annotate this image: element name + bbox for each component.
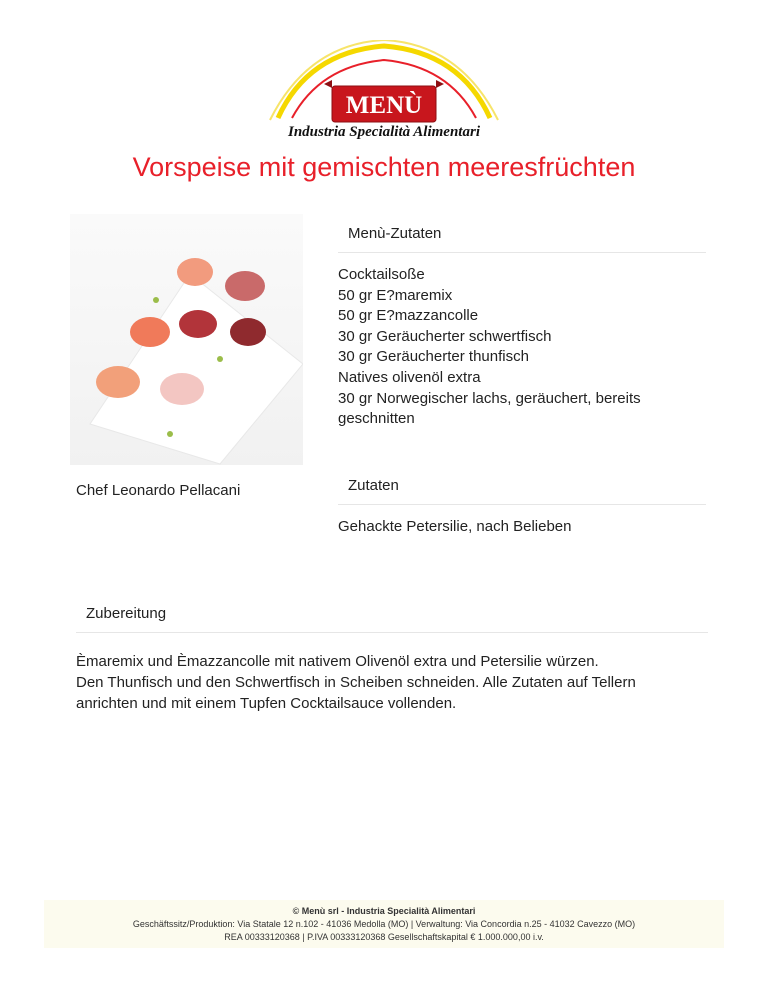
preparation-heading: Zubereitung [76, 605, 708, 633]
list-item: 50 gr E?mazzancolle [338, 307, 479, 325]
list-item: Gehackte Petersilie, nach Belieben [338, 518, 572, 535]
preparation-paragraph: Den Thunfisch und den Schwertfisch in Scheiben schneiden. Alle Zutaten auf Tellern anrichten und mit einem Tupfen Cocktailsauce vollenden. [76, 674, 636, 712]
list-item: Natives olivenöl extra [338, 368, 481, 386]
preparation-text [76, 651, 696, 714]
dish-photo [70, 214, 303, 465]
ingredients-list [338, 517, 678, 538]
menu-ingredients-heading: Menù-Zutaten [338, 225, 706, 253]
list-item: 50 gr E?maremix [338, 286, 453, 304]
logo-text: MENÙ [345, 92, 423, 119]
company-tagline: Industria Specialità Alimentari [288, 124, 480, 140]
page-title: Vorspeise mit gemischten meeresfrüchten [132, 152, 636, 182]
list-item: Cocktailsoße [338, 266, 425, 283]
chef-name: Chef Leonardo Pellacani [76, 482, 241, 499]
list-item: 30 gr Geräucherter thunfisch [338, 348, 529, 366]
footer [44, 900, 724, 948]
ingredients-heading: Zutaten [338, 477, 706, 505]
footer-registration: REA 00333120368 | P.IVA 00333120368 Gesellschaftskapital € 1.000.000,00 i.v. [224, 932, 544, 942]
menu-ingredients-list [338, 265, 678, 430]
preparation-paragraph: Èmaremix und Èmazzancolle mit nativem Olivenöl extra und Petersilie würzen. [76, 653, 599, 670]
list-item: 30 gr Geräucherter schwertfisch [338, 327, 552, 345]
footer-copyright: © Menù srl - Industria Specialità Alimentari [292, 906, 476, 916]
list-item: 30 gr Norwegischer lachs, geräuchert, bereits geschnitten [338, 389, 641, 428]
footer-address: Geschäftssitz/Produktion: Via Statale 12 n.102 - 41036 Medolla (MO) | Verwaltung: Via Concordia n.25 - 41032 Cavezzo (MO) [132, 919, 636, 929]
